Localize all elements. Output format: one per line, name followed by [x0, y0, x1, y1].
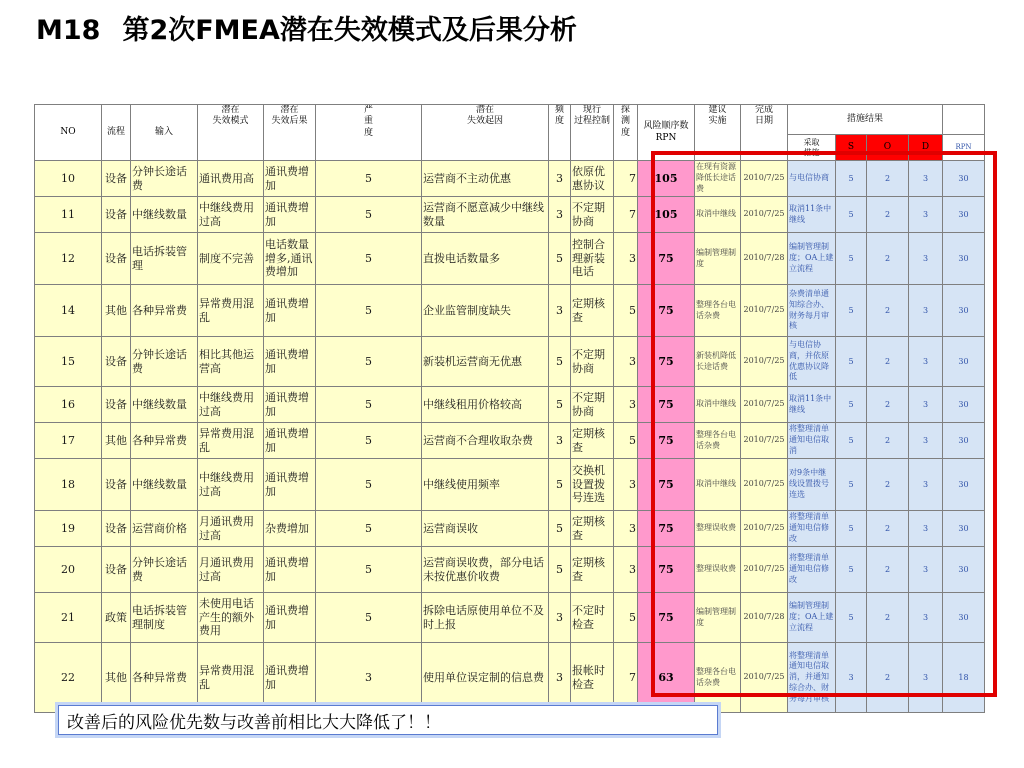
cell-occurrence: 3: [549, 285, 571, 337]
cell-input: 中继线数量: [131, 387, 198, 423]
table-row: [35, 285, 985, 337]
cell-detection: 3: [614, 511, 638, 547]
cell-failure-mode: 异常费用混乱: [198, 643, 264, 713]
page-title: [36, 8, 577, 47]
cell-process: 设备: [102, 459, 131, 511]
header-blank: [943, 105, 985, 135]
header-severity: 严 重 度: [316, 105, 422, 161]
title-code: M18: [36, 15, 101, 46]
cell-input: 各种异常费: [131, 285, 198, 337]
callout-box: [58, 705, 718, 735]
cell-failure-mode: 中继线费用过高: [198, 197, 264, 233]
cell-no: 14: [35, 285, 102, 337]
title-text: 第2次FMEA潜在失效模式及后果分析: [122, 15, 577, 46]
cell-occurrence: 3: [549, 643, 571, 713]
cell-occurrence: 3: [549, 593, 571, 643]
cell-o: 2: [867, 233, 909, 285]
cell-rpn: 63: [638, 643, 695, 713]
cell-completion-date: 2010/7/25: [741, 511, 788, 547]
cell-current-control: 报帐时检查: [571, 643, 614, 713]
cell-no: 12: [35, 233, 102, 285]
cell-completion-date: 2010/7/25: [741, 459, 788, 511]
cell-cause: 拆除电话原使用单位不及时上报: [422, 593, 549, 643]
cell-d: 3: [909, 337, 943, 387]
cell-process: 设备: [102, 547, 131, 593]
cell-d: 3: [909, 459, 943, 511]
table-header: [35, 105, 985, 161]
cell-cause: 运营商不愿意减少中继线数量: [422, 197, 549, 233]
header-input: 输入: [131, 105, 198, 161]
cell-occurrence: 5: [549, 511, 571, 547]
cell-detection: 3: [614, 387, 638, 423]
cell-cause: 新装机运营商无优惠: [422, 337, 549, 387]
cell-action-taken: 与电信协商: [788, 161, 836, 197]
cell-failure-effect: 通讯费增加: [264, 643, 316, 713]
cell-action-taken: 将整理清单通知电信修改: [788, 547, 836, 593]
cell-detection: 7: [614, 197, 638, 233]
cell-occurrence: 3: [549, 197, 571, 233]
cell-rpn-after: 30: [943, 337, 985, 387]
cell-d: 3: [909, 593, 943, 643]
cell-cause: 直拨电话数量多: [422, 233, 549, 285]
cell-completion-date: 2010/7/28: [741, 233, 788, 285]
cell-d: 3: [909, 643, 943, 713]
cell-failure-effect: 通讯费增加: [264, 459, 316, 511]
header-o: O: [867, 135, 909, 161]
cell-s: 5: [836, 593, 867, 643]
cell-o: 2: [867, 161, 909, 197]
cell-rpn: 75: [638, 593, 695, 643]
cell-no: 21: [35, 593, 102, 643]
cell-action-taken: 将整理清单通知电信修改: [788, 511, 836, 547]
cell-input: 分钟长途话费: [131, 337, 198, 387]
cell-completion-date: 2010/7/25: [741, 285, 788, 337]
cell-s: 5: [836, 337, 867, 387]
cell-cause: 使用单位误定制的信息费: [422, 643, 549, 713]
cell-failure-effect: 通讯费增加: [264, 285, 316, 337]
cell-rpn-after: 30: [943, 197, 985, 233]
cell-failure-effect: 通讯费增加: [264, 337, 316, 387]
cell-rpn: 75: [638, 233, 695, 285]
cell-action-taken: 将整理清单通知电信取消: [788, 423, 836, 459]
header-failure-mode: 潜在 失效模式: [198, 105, 264, 161]
cell-d: 3: [909, 197, 943, 233]
cell-s: 5: [836, 387, 867, 423]
table-body: [35, 161, 985, 713]
cell-rpn-after: 30: [943, 161, 985, 197]
cell-failure-mode: 未使用电话产生的额外费用: [198, 593, 264, 643]
cell-rpn-after: 18: [943, 643, 985, 713]
cell-process: 设备: [102, 337, 131, 387]
cell-no: 18: [35, 459, 102, 511]
callout-text: 改善后的风险优先数与改善前相比大大降低了！！: [67, 712, 441, 733]
cell-recommended: 在现有资源降低长途话费: [695, 161, 741, 197]
cell-s: 3: [836, 643, 867, 713]
cell-action-taken: 编制管理制度；OA上建立流程: [788, 233, 836, 285]
cell-current-control: 交换机设置拨号连选: [571, 459, 614, 511]
cell-current-control: 定期核查: [571, 547, 614, 593]
cell-input: 各种异常费: [131, 643, 198, 713]
cell-severity: 5: [316, 459, 422, 511]
table-row: [35, 233, 985, 285]
cell-recommended: 整理各台电话杂费: [695, 285, 741, 337]
cell-input: 中继线数量: [131, 197, 198, 233]
cell-d: 3: [909, 511, 943, 547]
cell-severity: 5: [316, 233, 422, 285]
cell-completion-date: 2010/7/25: [741, 643, 788, 713]
cell-input: 电话拆装管理: [131, 233, 198, 285]
cell-completion-date: 2010/7/25: [741, 197, 788, 233]
cell-recommended: 新装机降低长途话费: [695, 337, 741, 387]
cell-occurrence: 5: [549, 547, 571, 593]
cell-completion-date: 2010/7/25: [741, 547, 788, 593]
cell-no: 17: [35, 423, 102, 459]
cell-input: 分钟长途话费: [131, 547, 198, 593]
cell-cause: 企业监管制度缺失: [422, 285, 549, 337]
cell-action-taken: 取消11条中继线: [788, 387, 836, 423]
cell-cause: 运营商误收费，部分电话未按优惠价收费: [422, 547, 549, 593]
cell-failure-mode: 月通讯费用过高: [198, 511, 264, 547]
header-results: 措施结果: [788, 105, 943, 135]
cell-o: 2: [867, 197, 909, 233]
cell-s: 5: [836, 511, 867, 547]
cell-current-control: 定期核查: [571, 423, 614, 459]
cell-s: 5: [836, 285, 867, 337]
header-recommended: 建议 实施: [695, 105, 741, 161]
cell-process: 设备: [102, 161, 131, 197]
cell-recommended: 整理各台电话杂费: [695, 643, 741, 713]
table-row: [35, 547, 985, 593]
cell-s: 5: [836, 547, 867, 593]
cell-severity: 5: [316, 423, 422, 459]
cell-severity: 5: [316, 547, 422, 593]
cell-input: 运营商价格: [131, 511, 198, 547]
cell-process: 设备: [102, 233, 131, 285]
cell-detection: 7: [614, 161, 638, 197]
cell-d: 3: [909, 547, 943, 593]
cell-severity: 5: [316, 593, 422, 643]
cell-failure-mode: 相比其他运营高: [198, 337, 264, 387]
cell-detection: 3: [614, 547, 638, 593]
cell-current-control: 不定期协商: [571, 387, 614, 423]
cell-action-taken: 杂费清单通知综合办、财务每月审核: [788, 285, 836, 337]
cell-action-taken: 与电信协商，并依原优惠协议降低: [788, 337, 836, 387]
cell-occurrence: 5: [549, 337, 571, 387]
cell-o: 2: [867, 547, 909, 593]
table-row: [35, 387, 985, 423]
cell-failure-mode: 中继线费用过高: [198, 387, 264, 423]
header-current-control: 现行 过程控制: [571, 105, 614, 161]
cell-no: 15: [35, 337, 102, 387]
cell-cause: 运营商误收: [422, 511, 549, 547]
cell-input: 电话拆装管理制度: [131, 593, 198, 643]
cell-action-taken: 对9条中继线设置拨号连选: [788, 459, 836, 511]
cell-d: 3: [909, 285, 943, 337]
cell-detection: 3: [614, 233, 638, 285]
table-row: [35, 511, 985, 547]
cell-rpn: 105: [638, 161, 695, 197]
cell-detection: 5: [614, 285, 638, 337]
cell-recommended: 编制管理制度: [695, 233, 741, 285]
cell-detection: 3: [614, 337, 638, 387]
table-row: [35, 197, 985, 233]
cell-no: 11: [35, 197, 102, 233]
header-detection: 探 测 度: [614, 105, 638, 161]
cell-s: 5: [836, 423, 867, 459]
cell-process: 其他: [102, 643, 131, 713]
cell-severity: 5: [316, 337, 422, 387]
table-row: [35, 459, 985, 511]
cell-current-control: 不定期协商: [571, 197, 614, 233]
cell-rpn-after: 30: [943, 285, 985, 337]
cell-rpn: 75: [638, 459, 695, 511]
cell-severity: 5: [316, 387, 422, 423]
cell-o: 2: [867, 643, 909, 713]
cell-failure-mode: 中继线费用过高: [198, 459, 264, 511]
cell-current-control: 依原优惠协议: [571, 161, 614, 197]
cell-current-control: 不定期协商: [571, 337, 614, 387]
cell-no: 16: [35, 387, 102, 423]
cell-rpn-after: 30: [943, 387, 985, 423]
cell-detection: 5: [614, 423, 638, 459]
cell-failure-effect: 通讯费增加: [264, 161, 316, 197]
table-row: [35, 593, 985, 643]
cell-rpn: 75: [638, 285, 695, 337]
cell-failure-mode: 制度不完善: [198, 233, 264, 285]
cell-occurrence: 3: [549, 161, 571, 197]
header-failure-effect: 潜在 失效后果: [264, 105, 316, 161]
cell-o: 2: [867, 511, 909, 547]
header-occurrence: 频 度: [549, 105, 571, 161]
cell-failure-effect: 通讯费增加: [264, 197, 316, 233]
cell-rpn-after: 30: [943, 593, 985, 643]
cell-cause: 运营商不合理收取杂费: [422, 423, 549, 459]
cell-rpn: 75: [638, 423, 695, 459]
table-row: [35, 337, 985, 387]
cell-recommended: 取消中继线: [695, 459, 741, 511]
cell-rpn: 75: [638, 547, 695, 593]
cell-detection: 5: [614, 593, 638, 643]
cell-recommended: 编制管理制度: [695, 593, 741, 643]
cell-failure-effect: 通讯费增加: [264, 593, 316, 643]
cell-current-control: 控制合理新装电话: [571, 233, 614, 285]
table-row: [35, 161, 985, 197]
cell-completion-date: 2010/7/28: [741, 593, 788, 643]
header-rpn-after: RPN: [943, 135, 985, 161]
cell-completion-date: 2010/7/25: [741, 423, 788, 459]
cell-s: 5: [836, 459, 867, 511]
cell-failure-effect: 通讯费增加: [264, 547, 316, 593]
cell-o: 2: [867, 423, 909, 459]
cell-current-control: 定期核查: [571, 285, 614, 337]
cell-cause: 中继线使用频率: [422, 459, 549, 511]
cell-process: 设备: [102, 511, 131, 547]
cell-recommended: 整理各台电话杂费: [695, 423, 741, 459]
cell-severity: 3: [316, 643, 422, 713]
cell-severity: 5: [316, 197, 422, 233]
cell-occurrence: 5: [549, 387, 571, 423]
cell-rpn: 75: [638, 387, 695, 423]
cell-s: 5: [836, 197, 867, 233]
cell-rpn-after: 30: [943, 233, 985, 285]
cell-s: 5: [836, 233, 867, 285]
cell-no: 20: [35, 547, 102, 593]
cell-cause: 中继线租用价格较高: [422, 387, 549, 423]
cell-action-taken: 编制管理制度；OA上建立流程: [788, 593, 836, 643]
table-row: [35, 643, 985, 713]
cell-no: 22: [35, 643, 102, 713]
cell-rpn: 105: [638, 197, 695, 233]
header-action-taken: 采取 措施: [788, 135, 836, 161]
cell-completion-date: 2010/7/25: [741, 387, 788, 423]
cell-no: 10: [35, 161, 102, 197]
cell-detection: 3: [614, 459, 638, 511]
cell-process: 政策: [102, 593, 131, 643]
cell-completion-date: 2010/7/25: [741, 337, 788, 387]
cell-rpn-after: 30: [943, 511, 985, 547]
cell-process: 其他: [102, 285, 131, 337]
cell-input: 各种异常费: [131, 423, 198, 459]
cell-o: 2: [867, 337, 909, 387]
header-rpn: 风险顺序数 RPN: [638, 105, 695, 161]
header-completion-date: 完成 日期: [741, 105, 788, 161]
cell-recommended: 整理误收费: [695, 547, 741, 593]
cell-severity: 5: [316, 161, 422, 197]
cell-severity: 5: [316, 285, 422, 337]
cell-occurrence: 3: [549, 423, 571, 459]
cell-process: 设备: [102, 197, 131, 233]
cell-o: 2: [867, 387, 909, 423]
cell-cause: 运营商不主动优惠: [422, 161, 549, 197]
header-s: S: [836, 135, 867, 161]
cell-occurrence: 5: [549, 233, 571, 285]
cell-o: 2: [867, 593, 909, 643]
cell-rpn: 75: [638, 337, 695, 387]
header-d: D: [909, 135, 943, 161]
fmea-table: [34, 104, 985, 713]
cell-severity: 5: [316, 511, 422, 547]
cell-rpn-after: 30: [943, 459, 985, 511]
cell-rpn: 75: [638, 511, 695, 547]
cell-no: 19: [35, 511, 102, 547]
cell-current-control: 不定时检查: [571, 593, 614, 643]
cell-d: 3: [909, 161, 943, 197]
cell-failure-effect: 杂费增加: [264, 511, 316, 547]
cell-d: 3: [909, 387, 943, 423]
cell-d: 3: [909, 233, 943, 285]
cell-recommended: 取消中继线: [695, 197, 741, 233]
cell-failure-mode: 异常费用混乱: [198, 423, 264, 459]
header-process: 流程: [102, 105, 131, 161]
cell-failure-mode: 月通讯费用过高: [198, 547, 264, 593]
cell-detection: 7: [614, 643, 638, 713]
cell-failure-effect: 通讯费增加: [264, 423, 316, 459]
cell-o: 2: [867, 459, 909, 511]
cell-failure-mode: 异常费用混乱: [198, 285, 264, 337]
header-cause: 潜在 失效起因: [422, 105, 549, 161]
cell-d: 3: [909, 423, 943, 459]
cell-failure-mode: 通讯费用高: [198, 161, 264, 197]
cell-action-taken: 取消11条中继线: [788, 197, 836, 233]
cell-input: 分钟长途话费: [131, 161, 198, 197]
cell-process: 其他: [102, 423, 131, 459]
cell-s: 5: [836, 161, 867, 197]
cell-recommended: 整理误收费: [695, 511, 741, 547]
cell-rpn-after: 30: [943, 547, 985, 593]
cell-occurrence: 5: [549, 459, 571, 511]
cell-current-control: 定期核查: [571, 511, 614, 547]
cell-failure-effect: 电话数量增多,通讯费增加: [264, 233, 316, 285]
cell-input: 中继线数量: [131, 459, 198, 511]
cell-recommended: 取消中继线: [695, 387, 741, 423]
cell-action-taken: 将整理清单通知电信取消，并通知综合办、财务每月审核: [788, 643, 836, 713]
cell-o: 2: [867, 285, 909, 337]
header-no: NO: [35, 105, 102, 161]
cell-process: 设备: [102, 387, 131, 423]
table-row: [35, 423, 985, 459]
cell-rpn-after: 30: [943, 423, 985, 459]
cell-completion-date: 2010/7/25: [741, 161, 788, 197]
cell-failure-effect: 通讯费增加: [264, 387, 316, 423]
